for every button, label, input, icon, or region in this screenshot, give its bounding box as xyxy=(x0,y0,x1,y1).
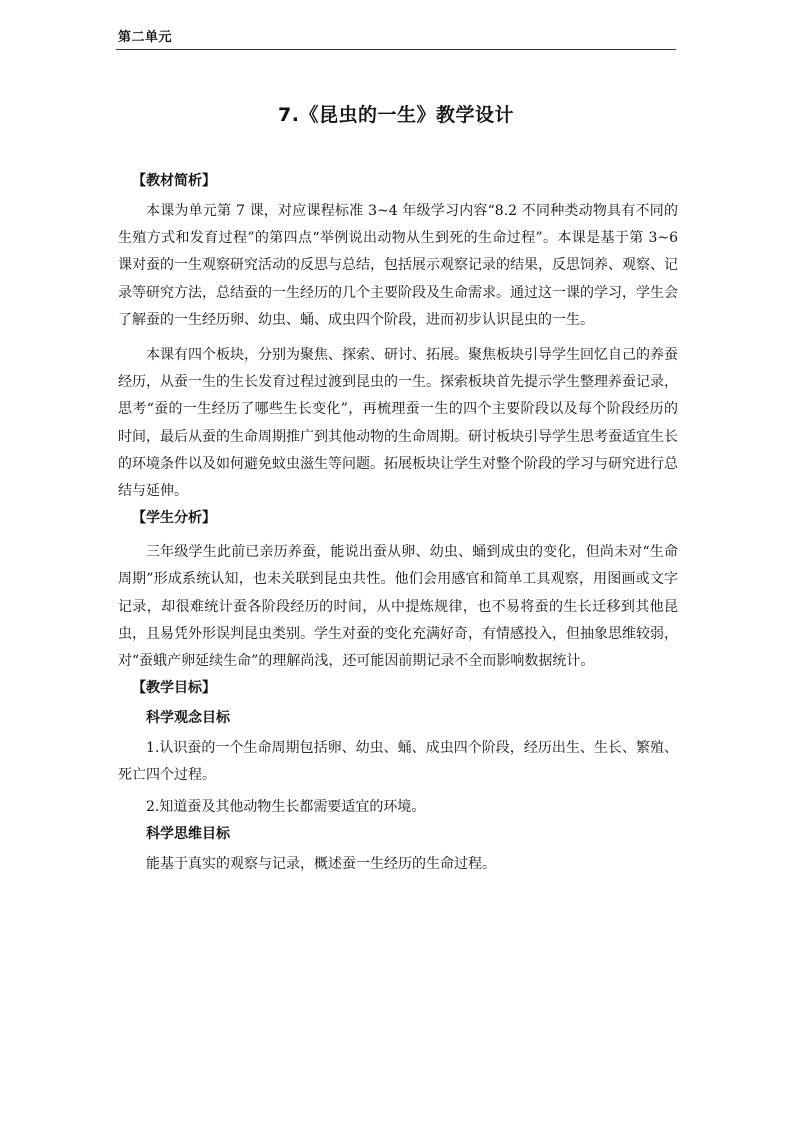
thinking-goal-item: 能基于真实的观察与记录，概述蚕一生经历的生命过程。 xyxy=(146,855,496,872)
subheading-thinking-goals: 科学思维目标 xyxy=(146,825,230,842)
document-title: 7.《昆虫的一生》教学设计 xyxy=(278,104,514,126)
concept-goal-item: 2.知道蚕及其他动物生长都需要适宜的环境。 xyxy=(146,798,426,815)
header-rule xyxy=(116,49,676,50)
subheading-concept-goals: 科学观念目标 xyxy=(146,710,230,727)
textbook-paragraph: 本课有四个板块，分别为聚焦、探索、研讨、拓展。聚焦板块引导学生回忆自己的养蚕经历，从蚕一生的生长发育过程过渡到昆虫的一生。探索板块首先提示学生整理养蚕记录，思考“蚕的一生经历了哪些生长变化”，再梳理蚕一生的四个主要阶段以及每个阶段经历的时间，最后从蚕的生命周期推广到其他动物的生命周期。研讨板块引导学生思考蚕适宜生长的环境条件以及如何避免蚊虫滋生等问题。拓展板块让学生对整个阶段的学习与研究进行总结与延伸。 xyxy=(118,347,678,500)
textbook-paragraph: 本课为单元第 7 课，对应课程标准 3~4 年级学习内容“8.2 不同种类动物具有不同的生殖方式和发育过程”的第四点“举例说出动物从生到死的生命过程”。本课是基于第 3~6 课对蚕的一生观察研究活动的反思与总结，包括展示观察记录的结果，反思饲养、观察、记录等研究方法，总结蚕的一生经历的几个主要阶段及生命需求。通过这一课的学习，学生会了解蚕的一生经历卵、幼虫、蛹、成虫四个阶段，进而初步认识昆虫的一生。 xyxy=(118,203,678,328)
students-paragraph: 三年级学生此前已亲历养蚕，能说出蚕从卵、幼虫、蛹到成虫的变化，但尚未对“生命周期”形成系统认知，也未关联到昆虫共性。他们会用感官和简单工具观察，用图画或文字记录，却很难统计蚕各阶段经历的时间，从中提炼规律，也不易将蚕的生长迁移到其他昆虫，且易凭外形误判昆虫类别。学生对蚕的变化充满好奇，有情感投入，但抽象思维较弱，对“蚕蛾产卵延续生命”的理解尚浅，还可能因前期记录不全而影响数据统计。 xyxy=(118,544,678,670)
concept-goal-item: 1.认识蚕的一个生命周期包括卵、幼虫、蛹、成虫四个阶段，经历出生、生长、繁殖、死亡四个过程。 xyxy=(118,740,678,784)
section-heading-students: 【学生分析】 xyxy=(132,510,216,527)
section-heading-textbook: 【教材简析】 xyxy=(132,173,216,189)
unit-header: 第二单元 xyxy=(118,30,173,45)
document-body xyxy=(118,168,678,878)
section-heading-goals: 【教学目标】 xyxy=(132,680,216,697)
